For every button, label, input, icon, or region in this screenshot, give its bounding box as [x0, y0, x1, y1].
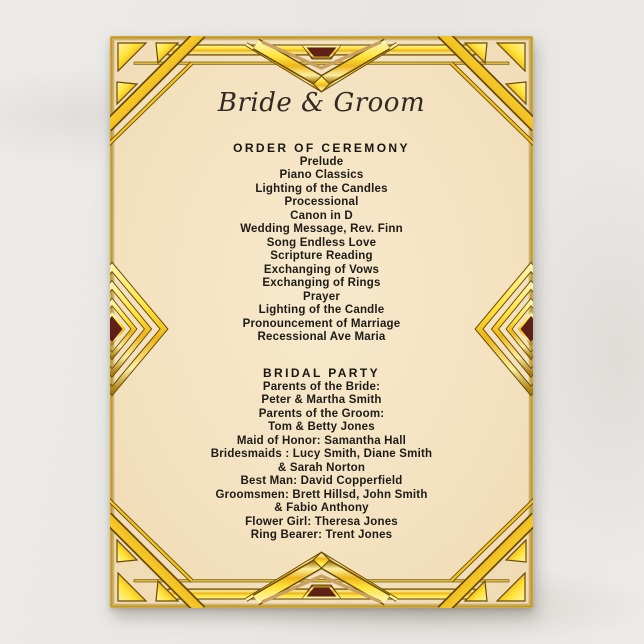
ceremony-lines: [110, 156, 533, 345]
program-line: Prayer: [302, 290, 340, 303]
program-line: Processional: [284, 196, 359, 208]
program-line: Wedding Message, Rev. Finn: [240, 223, 403, 235]
program-line: & Fabio Anthony: [274, 502, 369, 514]
program-line: Bridesmaids : Lucy Smith, Diane Smith: [210, 448, 433, 460]
program-line: Tom & Betty Jones: [268, 421, 375, 433]
order-of-ceremony-section: [110, 142, 533, 345]
program-line: Lighting of the Candles: [255, 182, 388, 195]
program-line: Recessional Ave Maria: [257, 331, 386, 343]
program-line: Exchanging of Rings: [262, 277, 381, 289]
program-line: Best Man: David Copperfield: [240, 475, 403, 487]
program-line: Piano Classics: [279, 169, 364, 181]
bridal-party-lines: [110, 381, 533, 543]
program-line: Parents of the Bride:: [262, 380, 381, 393]
section-heading-ceremony: ORDER OF CEREMONY: [233, 141, 410, 155]
program-line: Maid of Honor: Samantha Hall: [236, 434, 407, 447]
program-line: Peter & Martha Smith: [261, 394, 382, 406]
program-line: Canon in D: [290, 209, 353, 222]
section-heading-bridal-party: BRIDAL PARTY: [262, 366, 381, 380]
card-title: Bride & Groom: [217, 88, 426, 118]
program-line: Groomsmen: Brett Hillsd, John Smith: [215, 488, 428, 501]
program-line: Song Endless Love: [266, 236, 377, 249]
program-line: Parents of the Groom:: [258, 407, 385, 420]
program-content: [110, 36, 533, 608]
program-line: Scripture Reading: [270, 250, 373, 262]
program-line: & Sarah Norton: [277, 461, 366, 474]
program-line: Pronouncement of Marriage: [242, 317, 401, 330]
program-line: Exchanging of Vows: [263, 263, 380, 276]
program-line: Lighting of the Candle: [258, 304, 385, 316]
program-line: Flower Girl: Theresa Jones: [245, 515, 398, 528]
program-line: Ring Bearer: Trent Jones: [250, 529, 393, 541]
bridal-party-section: [110, 367, 533, 543]
wedding-program-card: [110, 36, 533, 608]
program-line: Prelude: [299, 155, 344, 168]
